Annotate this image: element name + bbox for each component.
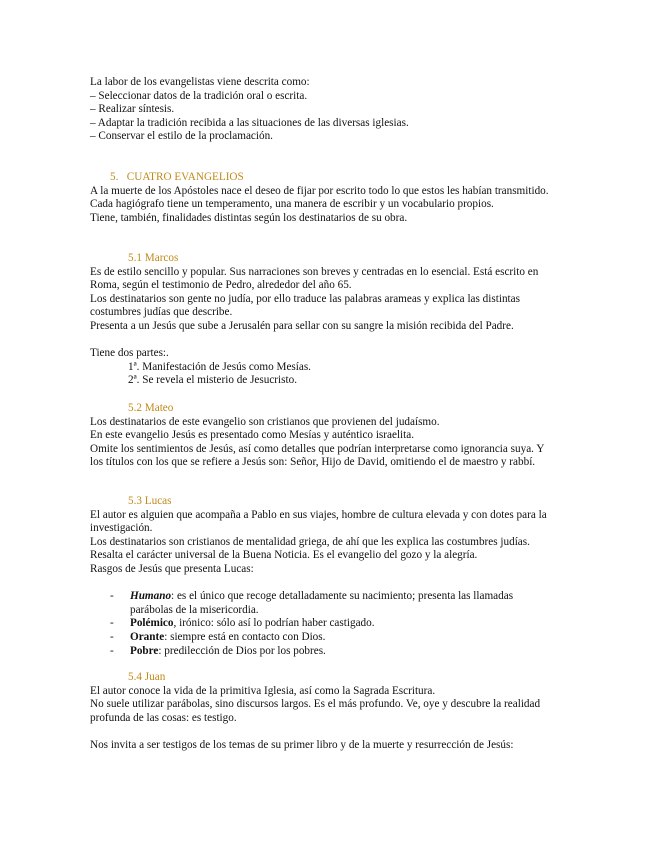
parts-lead: Tiene dos partes:. — [90, 347, 169, 360]
paragraph: Rasgos de Jesús que presenta Lucas: — [90, 562, 254, 575]
intro-block — [90, 76, 552, 144]
bullet-marker: - — [110, 590, 114, 603]
section-heading: 5.4 Juan — [128, 671, 166, 683]
intro-item: – Adaptar la tradición recibida a las situaciones de las diversas iglesias. — [90, 116, 409, 129]
section-heading: 5.3 Lucas — [128, 495, 172, 507]
trait-term: Polémico — [130, 617, 174, 630]
trait-text: : siempre está en contacto con Dios. — [164, 630, 326, 643]
paragraph: No suele utilizar parábolas, sino discursos largos. Es el más profundo. Ve, oye y descubre la realidad profunda de las cosas: es testigo. — [90, 698, 541, 724]
section-cuatro-evangelios — [90, 171, 552, 225]
paragraph: Tiene, también, finalidades distintas según los destinatarios de su obra. — [90, 211, 408, 224]
section-heading: 5.1 Marcos — [128, 252, 179, 264]
bullet-marker: - — [110, 644, 114, 657]
intro-item: – Realizar síntesis. — [90, 103, 175, 116]
bullet-marker: - — [110, 630, 114, 643]
paragraph: Cada hagiógrafo tiene un temperamento, una manera de escribir y un vocabulario propios. — [90, 198, 494, 211]
list-item — [90, 617, 552, 631]
section-heading: 5.2 Mateo — [128, 402, 174, 414]
section-lucas — [90, 495, 552, 658]
paragraph: Los destinatarios son cristianos de mentalidad griega, de ahí que les explica las costumbres judías. Resalta el carácter universal de la Buena Noticia. Es el evangelio del gozo y la alegría. — [90, 535, 530, 562]
trait-text: : es el único que recoge detalladamente su nacimiento; presenta las llamadas parábolas de la misericordia. — [130, 590, 514, 616]
section-juan — [90, 671, 552, 753]
traits-list — [90, 590, 552, 658]
paragraph: Nos invita a ser testigos de los temas de su primer libro y de la muerte y resurrección de Jesús: — [90, 738, 514, 751]
trait-text: : predilección de Dios por los pobres. — [158, 644, 326, 657]
paragraph: En este evangelio Jesús es presentado como Mesías y auténtico israelita. — [90, 429, 415, 442]
list-item — [90, 645, 552, 659]
paragraph: Los destinatarios son gente no judía, por ello traduce las palabras arameas y explica las distintas costumbres judías que describe. — [90, 292, 520, 319]
paragraph: Omite los sentimientos de Jesús, así como detalles que podrían interpretarse como ignorancia suya. Y los títulos con los que se refiere a Jesús son: Señor, Hijo de David, omitiendo el de maestro y rabbí. — [90, 442, 545, 469]
paragraph: Los destinatarios de este evangelio son cristianos que provienen del judaísmo. — [90, 415, 440, 428]
trait-term: Humano — [130, 590, 172, 603]
part-item: 1ª. Manifestación de Jesús como Mesías. — [128, 360, 311, 373]
trait-term: Pobre — [130, 644, 159, 657]
intro-item: – Seleccionar datos de la tradición oral o escrita. — [90, 89, 308, 102]
trait-text: , irónico: sólo así lo podrían haber castigado. — [173, 617, 375, 630]
paragraph: El autor es alguien que acompaña a Pablo en sus viajes, hombre de cultura elevada y con dotes para la investigación. — [90, 508, 547, 535]
intro-item: – Conservar el estilo de la proclamación. — [90, 130, 273, 143]
paragraph: A la muerte de los Apóstoles nace el deseo de fijar por escrito todo lo que estos les habían transmitido. — [90, 184, 549, 197]
section-mateo — [90, 402, 552, 470]
trait-term: Orante — [130, 630, 165, 643]
paragraph: Es de estilo sencillo y popular. Sus narraciones son breves y centradas en lo esencial. Está escrito en Roma, según el testimonio de Pedro, alrededor del año 65. — [90, 265, 539, 292]
section-marcos — [90, 252, 552, 388]
bullet-marker: - — [110, 617, 114, 630]
paragraph: Presenta a un Jesús que sube a Jerusalén para sellar con su sangre la misión recibida del Padre. — [90, 319, 514, 332]
intro-lead: La labor de los evangelistas viene descrita como: — [90, 76, 310, 88]
list-item — [90, 631, 552, 645]
section-heading: 5. CUATRO EVANGELIOS — [110, 171, 244, 183]
list-item — [90, 590, 552, 617]
part-item: 2ª. Se revela el misterio de Jesucristo. — [128, 374, 297, 387]
paragraph: El autor conoce la vida de la primitiva Iglesia, así como la Sagrada Escritura. — [90, 684, 436, 697]
